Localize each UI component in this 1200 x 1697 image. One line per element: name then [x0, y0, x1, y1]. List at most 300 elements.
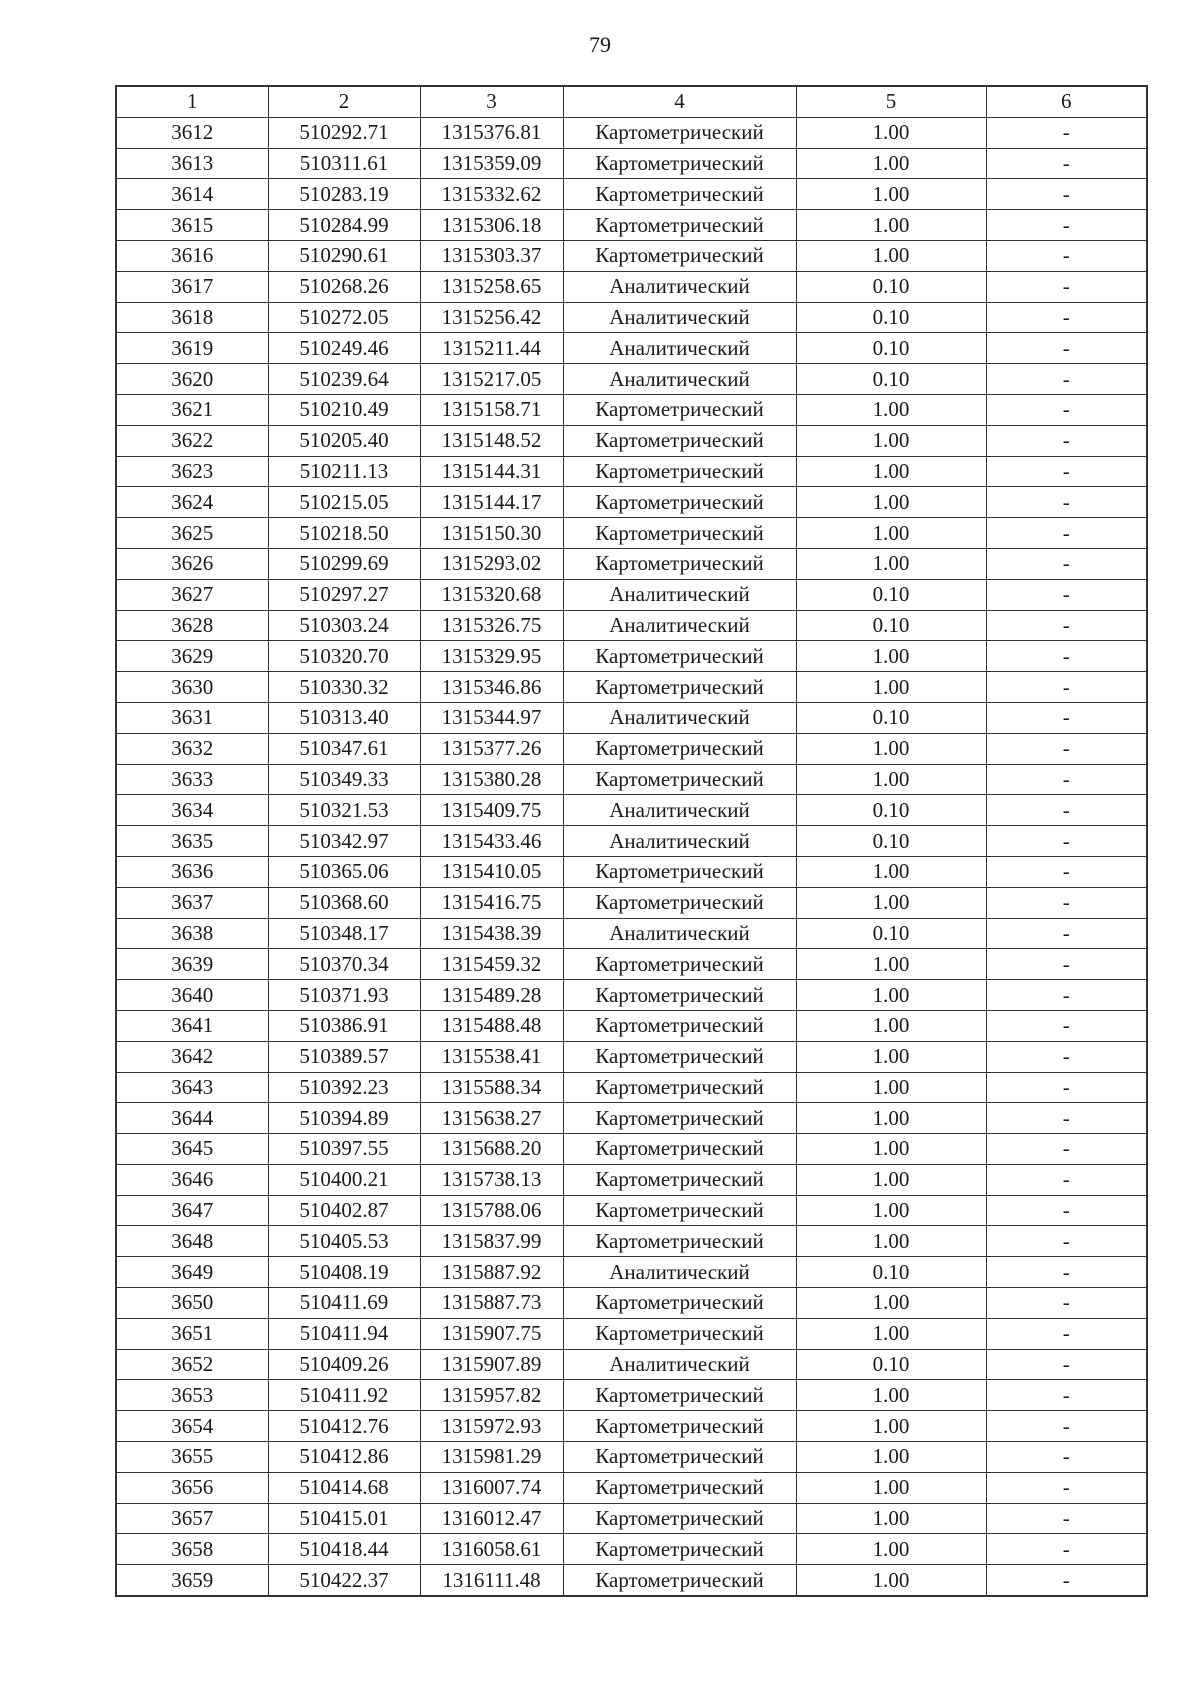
x-coordinate-cell: 510272.05	[268, 302, 420, 333]
column-header: 5	[796, 86, 986, 117]
point-number-cell: 3613	[116, 148, 268, 179]
x-coordinate-cell: 510292.71	[268, 117, 420, 148]
y-coordinate-cell: 1315409.75	[420, 795, 563, 826]
accuracy-cell: 1.00	[796, 1134, 986, 1165]
x-coordinate-cell: 510418.44	[268, 1534, 420, 1565]
y-coordinate-cell: 1315380.28	[420, 764, 563, 795]
method-cell: Аналитический	[563, 918, 796, 949]
x-coordinate-cell: 510210.49	[268, 394, 420, 425]
accuracy-cell: 1.00	[796, 672, 986, 703]
point-number-cell: 3658	[116, 1534, 268, 1565]
x-coordinate-cell: 510408.19	[268, 1257, 420, 1288]
accuracy-cell: 0.10	[796, 918, 986, 949]
x-coordinate-cell: 510330.32	[268, 672, 420, 703]
y-coordinate-cell: 1315217.05	[420, 364, 563, 395]
table-row	[116, 487, 1147, 518]
method-cell: Аналитический	[563, 302, 796, 333]
y-coordinate-cell: 1315293.02	[420, 548, 563, 579]
table-row	[116, 641, 1147, 672]
method-cell: Картометрический	[563, 179, 796, 210]
point-number-cell: 3632	[116, 733, 268, 764]
y-coordinate-cell: 1315256.42	[420, 302, 563, 333]
table-row	[116, 980, 1147, 1011]
column-header: 4	[563, 86, 796, 117]
point-number-cell: 3659	[116, 1565, 268, 1596]
x-coordinate-cell: 510402.87	[268, 1195, 420, 1226]
accuracy-cell: 1.00	[796, 1565, 986, 1596]
y-coordinate-cell: 1315837.99	[420, 1226, 563, 1257]
table-row	[116, 1318, 1147, 1349]
x-coordinate-cell: 510415.01	[268, 1503, 420, 1534]
table-row	[116, 364, 1147, 395]
table-row	[116, 856, 1147, 887]
table-row	[116, 394, 1147, 425]
method-cell: Картометрический	[563, 641, 796, 672]
method-cell: Аналитический	[563, 610, 796, 641]
point-number-cell: 3635	[116, 826, 268, 857]
description-cell: -	[986, 826, 1147, 857]
table-row	[116, 1195, 1147, 1226]
accuracy-cell: 1.00	[796, 1103, 986, 1134]
table-row	[116, 1411, 1147, 1442]
point-number-cell: 3643	[116, 1072, 268, 1103]
description-cell: -	[986, 1257, 1147, 1288]
point-number-cell: 3631	[116, 702, 268, 733]
x-coordinate-cell: 510283.19	[268, 179, 420, 210]
y-coordinate-cell: 1315144.31	[420, 456, 563, 487]
accuracy-cell: 1.00	[796, 1010, 986, 1041]
y-coordinate-cell: 1315957.82	[420, 1380, 563, 1411]
accuracy-cell: 0.10	[796, 1349, 986, 1380]
description-cell: -	[986, 456, 1147, 487]
point-number-cell: 3644	[116, 1103, 268, 1134]
accuracy-cell: 1.00	[796, 148, 986, 179]
description-cell: -	[986, 1010, 1147, 1041]
description-cell: -	[986, 1472, 1147, 1503]
method-cell: Аналитический	[563, 1257, 796, 1288]
x-coordinate-cell: 510386.91	[268, 1010, 420, 1041]
x-coordinate-cell: 510400.21	[268, 1164, 420, 1195]
description-cell: -	[986, 918, 1147, 949]
method-cell: Аналитический	[563, 271, 796, 302]
table-row	[116, 1565, 1147, 1596]
column-header: 1	[116, 86, 268, 117]
description-cell: -	[986, 764, 1147, 795]
x-coordinate-cell: 510414.68	[268, 1472, 420, 1503]
point-number-cell: 3629	[116, 641, 268, 672]
point-number-cell: 3620	[116, 364, 268, 395]
y-coordinate-cell: 1315738.13	[420, 1164, 563, 1195]
column-header: 6	[986, 86, 1147, 117]
method-cell: Картометрический	[563, 1010, 796, 1041]
description-cell: -	[986, 1380, 1147, 1411]
y-coordinate-cell: 1315258.65	[420, 271, 563, 302]
y-coordinate-cell: 1315887.73	[420, 1288, 563, 1319]
point-number-cell: 3646	[116, 1164, 268, 1195]
table-row	[116, 1472, 1147, 1503]
point-number-cell: 3625	[116, 518, 268, 549]
y-coordinate-cell: 1315326.75	[420, 610, 563, 641]
table-row	[116, 826, 1147, 857]
table-row	[116, 1288, 1147, 1319]
x-coordinate-cell: 510218.50	[268, 518, 420, 549]
table-row	[116, 672, 1147, 703]
description-cell: -	[986, 980, 1147, 1011]
description-cell: -	[986, 240, 1147, 271]
y-coordinate-cell: 1315459.32	[420, 949, 563, 980]
accuracy-cell: 1.00	[796, 179, 986, 210]
method-cell: Картометрический	[563, 1164, 796, 1195]
point-number-cell: 3634	[116, 795, 268, 826]
method-cell: Аналитический	[563, 333, 796, 364]
x-coordinate-cell: 510284.99	[268, 210, 420, 241]
point-number-cell: 3652	[116, 1349, 268, 1380]
y-coordinate-cell: 1315303.37	[420, 240, 563, 271]
point-number-cell: 3612	[116, 117, 268, 148]
point-number-cell: 3637	[116, 887, 268, 918]
point-number-cell: 3617	[116, 271, 268, 302]
x-coordinate-cell: 510348.17	[268, 918, 420, 949]
description-cell: -	[986, 1411, 1147, 1442]
point-number-cell: 3657	[116, 1503, 268, 1534]
x-coordinate-cell: 510368.60	[268, 887, 420, 918]
point-number-cell: 3645	[116, 1134, 268, 1165]
point-number-cell: 3628	[116, 610, 268, 641]
description-cell: -	[986, 1226, 1147, 1257]
accuracy-cell: 1.00	[796, 548, 986, 579]
table-row	[116, 1503, 1147, 1534]
y-coordinate-cell: 1315538.41	[420, 1041, 563, 1072]
description-cell: -	[986, 1195, 1147, 1226]
accuracy-cell: 1.00	[796, 518, 986, 549]
column-header: 3	[420, 86, 563, 117]
description-cell: -	[986, 672, 1147, 703]
point-number-cell: 3639	[116, 949, 268, 980]
method-cell: Картометрический	[563, 949, 796, 980]
point-number-cell: 3651	[116, 1318, 268, 1349]
accuracy-cell: 1.00	[796, 1195, 986, 1226]
method-cell: Картометрический	[563, 672, 796, 703]
accuracy-cell: 1.00	[796, 980, 986, 1011]
description-cell: -	[986, 949, 1147, 980]
y-coordinate-cell: 1315344.97	[420, 702, 563, 733]
accuracy-cell: 1.00	[796, 1472, 986, 1503]
method-cell: Картометрический	[563, 548, 796, 579]
y-coordinate-cell: 1315688.20	[420, 1134, 563, 1165]
point-number-cell: 3622	[116, 425, 268, 456]
description-cell: -	[986, 733, 1147, 764]
method-cell: Аналитический	[563, 702, 796, 733]
accuracy-cell: 1.00	[796, 1072, 986, 1103]
point-number-cell: 3627	[116, 579, 268, 610]
method-cell: Картометрический	[563, 764, 796, 795]
table-row	[116, 1226, 1147, 1257]
y-coordinate-cell: 1315377.26	[420, 733, 563, 764]
y-coordinate-cell: 1315438.39	[420, 918, 563, 949]
point-number-cell: 3633	[116, 764, 268, 795]
x-coordinate-cell: 510411.94	[268, 1318, 420, 1349]
method-cell: Картометрический	[563, 980, 796, 1011]
table-row	[116, 1349, 1147, 1380]
y-coordinate-cell: 1315144.17	[420, 487, 563, 518]
accuracy-cell: 1.00	[796, 1534, 986, 1565]
x-coordinate-cell: 510392.23	[268, 1072, 420, 1103]
accuracy-cell: 1.00	[796, 394, 986, 425]
y-coordinate-cell: 1316111.48	[420, 1565, 563, 1596]
point-number-cell: 3653	[116, 1380, 268, 1411]
accuracy-cell: 0.10	[796, 333, 986, 364]
description-cell: -	[986, 487, 1147, 518]
description-cell: -	[986, 364, 1147, 395]
method-cell: Картометрический	[563, 1134, 796, 1165]
x-coordinate-cell: 510389.57	[268, 1041, 420, 1072]
x-coordinate-cell: 510249.46	[268, 333, 420, 364]
y-coordinate-cell: 1315416.75	[420, 887, 563, 918]
description-cell: -	[986, 148, 1147, 179]
description-cell: -	[986, 1318, 1147, 1349]
x-coordinate-cell: 510397.55	[268, 1134, 420, 1165]
method-cell: Картометрический	[563, 1565, 796, 1596]
y-coordinate-cell: 1316007.74	[420, 1472, 563, 1503]
method-cell: Картометрический	[563, 1318, 796, 1349]
table-row	[116, 210, 1147, 241]
method-cell: Картометрический	[563, 117, 796, 148]
y-coordinate-cell: 1315887.92	[420, 1257, 563, 1288]
accuracy-cell: 1.00	[796, 1318, 986, 1349]
table-row	[116, 949, 1147, 980]
x-coordinate-cell: 510211.13	[268, 456, 420, 487]
x-coordinate-cell: 510394.89	[268, 1103, 420, 1134]
description-cell: -	[986, 394, 1147, 425]
point-number-cell: 3650	[116, 1288, 268, 1319]
point-number-cell: 3638	[116, 918, 268, 949]
x-coordinate-cell: 510347.61	[268, 733, 420, 764]
point-number-cell: 3655	[116, 1442, 268, 1473]
table-row	[116, 1380, 1147, 1411]
table-row	[116, 1041, 1147, 1072]
x-coordinate-cell: 510411.69	[268, 1288, 420, 1319]
table-row	[116, 579, 1147, 610]
x-coordinate-cell: 510365.06	[268, 856, 420, 887]
point-number-cell: 3624	[116, 487, 268, 518]
description-cell: -	[986, 210, 1147, 241]
coordinates-table	[115, 85, 1148, 1597]
accuracy-cell: 1.00	[796, 425, 986, 456]
x-coordinate-cell: 510412.76	[268, 1411, 420, 1442]
table-row	[116, 764, 1147, 795]
y-coordinate-cell: 1315320.68	[420, 579, 563, 610]
y-coordinate-cell: 1315488.48	[420, 1010, 563, 1041]
table-row	[116, 887, 1147, 918]
accuracy-cell: 0.10	[796, 610, 986, 641]
y-coordinate-cell: 1315972.93	[420, 1411, 563, 1442]
accuracy-cell: 1.00	[796, 117, 986, 148]
table-row	[116, 733, 1147, 764]
accuracy-cell: 1.00	[796, 1380, 986, 1411]
method-cell: Картометрический	[563, 1195, 796, 1226]
table-row	[116, 117, 1147, 148]
table-row	[116, 1010, 1147, 1041]
y-coordinate-cell: 1315211.44	[420, 333, 563, 364]
method-cell: Аналитический	[563, 795, 796, 826]
description-cell: -	[986, 641, 1147, 672]
point-number-cell: 3614	[116, 179, 268, 210]
y-coordinate-cell: 1315433.46	[420, 826, 563, 857]
description-cell: -	[986, 887, 1147, 918]
table-row	[116, 1442, 1147, 1473]
method-cell: Картометрический	[563, 487, 796, 518]
x-coordinate-cell: 510268.26	[268, 271, 420, 302]
table-row	[116, 271, 1147, 302]
y-coordinate-cell: 1315306.18	[420, 210, 563, 241]
x-coordinate-cell: 510422.37	[268, 1565, 420, 1596]
method-cell: Картометрический	[563, 856, 796, 887]
page-number: 79	[589, 32, 611, 57]
x-coordinate-cell: 510371.93	[268, 980, 420, 1011]
y-coordinate-cell: 1315907.75	[420, 1318, 563, 1349]
accuracy-cell: 0.10	[796, 826, 986, 857]
table-row	[116, 148, 1147, 179]
method-cell: Аналитический	[563, 826, 796, 857]
description-cell: -	[986, 1503, 1147, 1534]
y-coordinate-cell: 1315376.81	[420, 117, 563, 148]
accuracy-cell: 1.00	[796, 1041, 986, 1072]
description-cell: -	[986, 271, 1147, 302]
x-coordinate-cell: 510370.34	[268, 949, 420, 980]
y-coordinate-cell: 1315158.71	[420, 394, 563, 425]
x-coordinate-cell: 510303.24	[268, 610, 420, 641]
point-number-cell: 3656	[116, 1472, 268, 1503]
method-cell: Картометрический	[563, 1226, 796, 1257]
x-coordinate-cell: 510311.61	[268, 148, 420, 179]
accuracy-cell: 0.10	[796, 795, 986, 826]
accuracy-cell: 0.10	[796, 364, 986, 395]
y-coordinate-cell: 1316012.47	[420, 1503, 563, 1534]
description-cell: -	[986, 1565, 1147, 1596]
x-coordinate-cell: 510321.53	[268, 795, 420, 826]
table-row	[116, 333, 1147, 364]
y-coordinate-cell: 1315489.28	[420, 980, 563, 1011]
description-cell: -	[986, 1041, 1147, 1072]
table-row	[116, 610, 1147, 641]
y-coordinate-cell: 1315638.27	[420, 1103, 563, 1134]
x-coordinate-cell: 510290.61	[268, 240, 420, 271]
y-coordinate-cell: 1315410.05	[420, 856, 563, 887]
x-coordinate-cell: 510411.92	[268, 1380, 420, 1411]
y-coordinate-cell: 1316058.61	[420, 1534, 563, 1565]
table-row	[116, 1534, 1147, 1565]
method-cell: Картометрический	[563, 210, 796, 241]
point-number-cell: 3621	[116, 394, 268, 425]
table-row	[116, 1257, 1147, 1288]
accuracy-cell: 1.00	[796, 1503, 986, 1534]
accuracy-cell: 1.00	[796, 1164, 986, 1195]
method-cell: Картометрический	[563, 425, 796, 456]
x-coordinate-cell: 510205.40	[268, 425, 420, 456]
y-coordinate-cell: 1315788.06	[420, 1195, 563, 1226]
y-coordinate-cell: 1315588.34	[420, 1072, 563, 1103]
method-cell: Аналитический	[563, 579, 796, 610]
description-cell: -	[986, 179, 1147, 210]
method-cell: Картометрический	[563, 1534, 796, 1565]
method-cell: Картометрический	[563, 733, 796, 764]
method-cell: Картометрический	[563, 1411, 796, 1442]
point-number-cell: 3648	[116, 1226, 268, 1257]
method-cell: Картометрический	[563, 1288, 796, 1319]
x-coordinate-cell: 510320.70	[268, 641, 420, 672]
table-body	[116, 117, 1147, 1596]
point-number-cell: 3649	[116, 1257, 268, 1288]
description-cell: -	[986, 117, 1147, 148]
point-number-cell: 3619	[116, 333, 268, 364]
point-number-cell: 3647	[116, 1195, 268, 1226]
description-cell: -	[986, 1072, 1147, 1103]
method-cell: Картометрический	[563, 887, 796, 918]
accuracy-cell: 0.10	[796, 1257, 986, 1288]
accuracy-cell: 1.00	[796, 733, 986, 764]
accuracy-cell: 1.00	[796, 887, 986, 918]
table-row	[116, 702, 1147, 733]
table-row	[116, 302, 1147, 333]
accuracy-cell: 0.10	[796, 702, 986, 733]
x-coordinate-cell: 510239.64	[268, 364, 420, 395]
table-row	[116, 240, 1147, 271]
accuracy-cell: 1.00	[796, 856, 986, 887]
y-coordinate-cell: 1315907.89	[420, 1349, 563, 1380]
x-coordinate-cell: 510215.05	[268, 487, 420, 518]
method-cell: Аналитический	[563, 364, 796, 395]
table-row	[116, 179, 1147, 210]
table-row	[116, 518, 1147, 549]
y-coordinate-cell: 1315148.52	[420, 425, 563, 456]
description-cell: -	[986, 1134, 1147, 1165]
accuracy-cell: 1.00	[796, 1226, 986, 1257]
table-row	[116, 425, 1147, 456]
method-cell: Картометрический	[563, 1041, 796, 1072]
method-cell: Картометрический	[563, 518, 796, 549]
description-cell: -	[986, 579, 1147, 610]
y-coordinate-cell: 1315359.09	[420, 148, 563, 179]
accuracy-cell: 1.00	[796, 1288, 986, 1319]
accuracy-cell: 1.00	[796, 949, 986, 980]
method-cell: Картометрический	[563, 1503, 796, 1534]
method-cell: Картометрический	[563, 240, 796, 271]
table-row	[116, 1134, 1147, 1165]
description-cell: -	[986, 610, 1147, 641]
description-cell: -	[986, 425, 1147, 456]
accuracy-cell: 1.00	[796, 764, 986, 795]
accuracy-cell: 0.10	[796, 579, 986, 610]
method-cell: Картометрический	[563, 394, 796, 425]
point-number-cell: 3640	[116, 980, 268, 1011]
point-number-cell: 3654	[116, 1411, 268, 1442]
description-cell: -	[986, 333, 1147, 364]
x-coordinate-cell: 510405.53	[268, 1226, 420, 1257]
x-coordinate-cell: 510409.26	[268, 1349, 420, 1380]
accuracy-cell: 1.00	[796, 210, 986, 241]
description-cell: -	[986, 702, 1147, 733]
description-cell: -	[986, 1349, 1147, 1380]
accuracy-cell: 1.00	[796, 240, 986, 271]
x-coordinate-cell: 510412.86	[268, 1442, 420, 1473]
table-row	[116, 1072, 1147, 1103]
description-cell: -	[986, 548, 1147, 579]
accuracy-cell: 0.10	[796, 271, 986, 302]
point-number-cell: 3615	[116, 210, 268, 241]
table-row	[116, 795, 1147, 826]
description-cell: -	[986, 1442, 1147, 1473]
description-cell: -	[986, 1288, 1147, 1319]
